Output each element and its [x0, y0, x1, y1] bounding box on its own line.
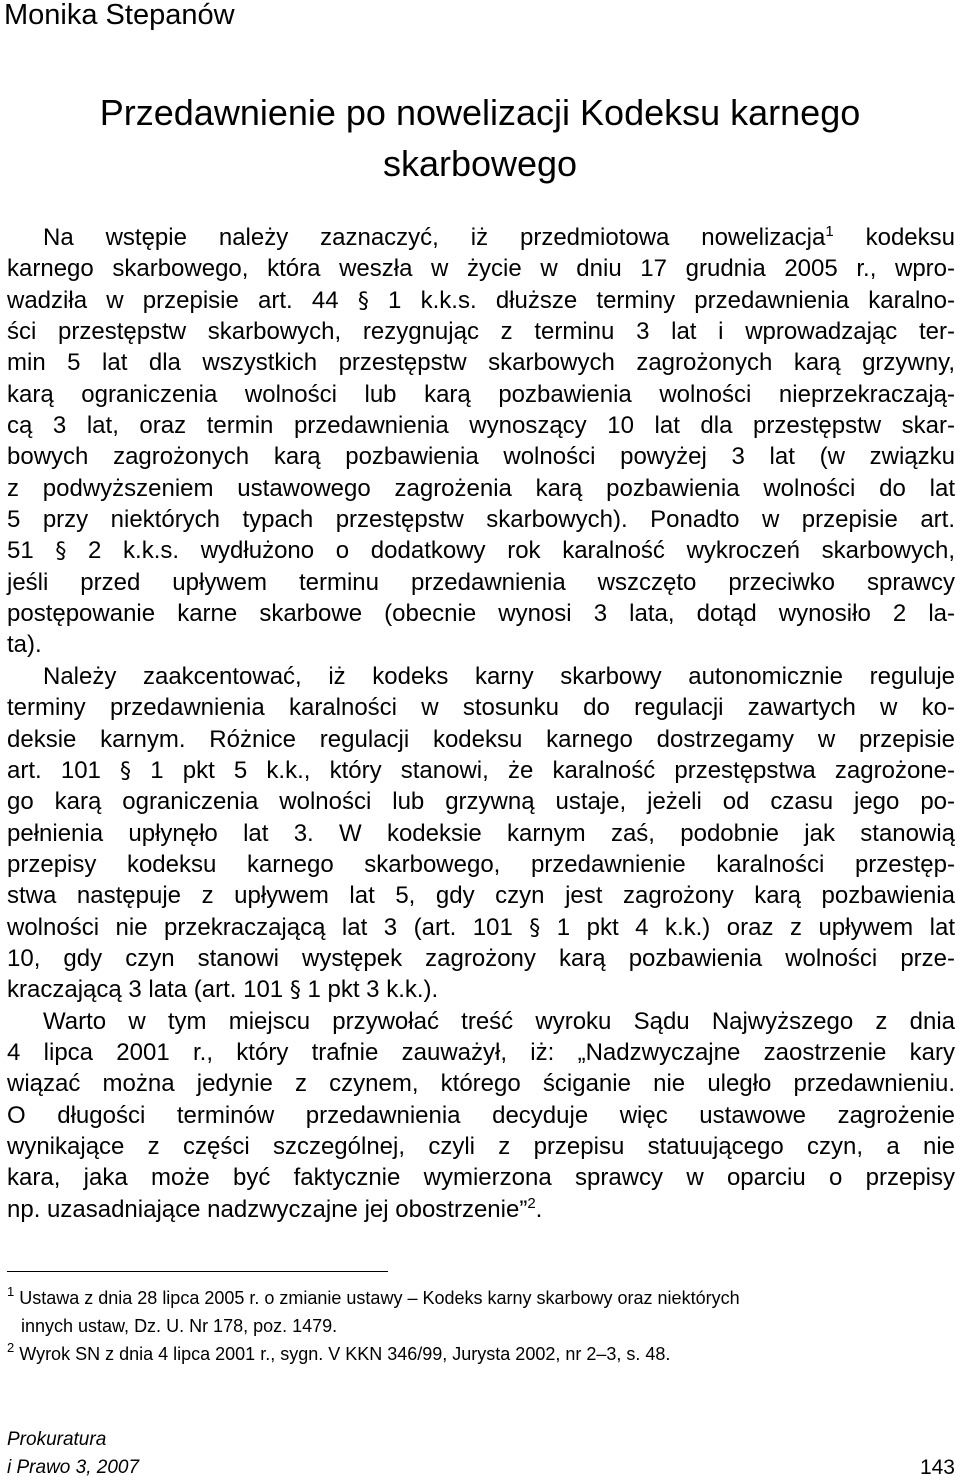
footnote-text: Wyrok SN z dnia 4 lipca 2001 r., sygn. V KKN 346/99, Jurysta 2002, nr 2–3, s. 48.	[14, 1344, 671, 1364]
article-body	[7, 222, 955, 1225]
text-line: terminy przedawnienia karalności w stosunku do regulacji zawartych w ko-	[7, 694, 955, 722]
footnote-text: innych ustaw, Dz. U. Nr 178, poz. 1479.	[21, 1316, 338, 1336]
article-title	[0, 87, 960, 189]
text-line: jeśli przed upływem terminu przedawnienia wszczęto przeciwko sprawcy	[7, 568, 955, 596]
paragraph-2	[7, 661, 955, 1006]
text-line: przepisy kodeksu karnego skarbowego, przedawnienie karalności przestęp-	[7, 850, 955, 878]
text-line: 4 lipca 2001 r., który trafnie zauważył, iż: „Nadzwyczajne zaostrzenie kary	[7, 1038, 955, 1066]
text-line: pełnienia upłynęło lat 3. W kodeksie karnym zaś, podobnie jak stanowią	[7, 819, 955, 847]
title-line-2: skarbowego	[382, 143, 578, 184]
text-line: cą 3 lat, oraz termin przedawnienia wynoszący 10 lat dla przestępstw skar-	[7, 412, 955, 440]
text-line: wynikające z części szczególnej, czyli z przepisu statuującego czyn, a nie	[7, 1132, 955, 1160]
text-line: kraczającą 3 lata (art. 101 § 1 pkt 3 k.k.).	[7, 976, 439, 1004]
text-line: ta).	[7, 631, 42, 659]
text-line: deksie karnym. Różnice regulacji kodeksu karnego dostrzegamy w przepisie	[7, 725, 955, 753]
page-number: 143	[919, 1456, 955, 1479]
footnote-mark: 1	[7, 1284, 15, 1299]
journal-issue: i Prawo 3, 2007	[7, 1457, 140, 1478]
section-sign: §	[55, 539, 67, 565]
journal-name: Prokuratura	[7, 1429, 107, 1450]
text-line: go karą ograniczenia wolności lub grzywną ustaje, jeżeli od czasu jego po-	[7, 788, 955, 816]
section-sign: §	[357, 288, 369, 314]
author-name: Monika Stepanów	[4, 0, 235, 31]
footnote-ref-1: 1	[825, 223, 834, 240]
text-line: 10, gdy czyn stanowi występek zagrożony karą pozbawienia wolności prze-	[7, 944, 955, 972]
footnote-1	[7, 1284, 955, 1340]
text-line: Warto w tym miejscu przywołać treść wyroku Sądu Najwyższego z dnia	[43, 1007, 955, 1035]
section-sign: §	[289, 978, 301, 1004]
paragraph-1	[7, 222, 955, 661]
footnote-mark: 2	[7, 1340, 15, 1355]
text-line: np. uzasadniające nadzwyczajne jej obostrzenie”$^2$.	[7, 1194, 543, 1223]
text-line: min 5 lat dla wszystkich przestępstw skarbowych zagrożonych karą grzywny,	[7, 349, 955, 377]
text-line: stwa następuje z upływem lat 5, gdy czyn jest zagrożony karą pozbawienia	[7, 882, 955, 910]
text-line: Należy zaakcentować, iż kodeks karny skarbowy autonomicznie reguluje	[43, 662, 955, 690]
text-line: kara, jaka może być faktycznie wymierzona sprawcy w oparciu o przepisy	[7, 1164, 955, 1192]
footnote-ref-2: 2	[527, 1194, 536, 1212]
text-line: 5 przy niektórych typach przestępstw skarbowych). Ponadto w przepisie art.	[7, 506, 955, 534]
text-line: karą ograniczenia wolności lub karą pozbawienia wolności nieprzekraczają-	[7, 380, 955, 408]
text-line: O długości terminów przedawnienia decyduje więc ustawowe zagrożenie	[7, 1101, 955, 1129]
section-sign: §	[120, 758, 132, 784]
footnote-2	[7, 1340, 955, 1368]
text-line: wolności nie przekraczającą lat 3 (art. 101 § 1 pkt 4 k.k.) oraz z upływem lat	[7, 913, 955, 941]
footnote-text: Ustawa z dnia 28 lipca 2005 r. o zmianie ustawy – Kodeks karny skarbowy oraz niektórych	[14, 1288, 740, 1308]
text-line: bowych zagrożonych karą pozbawienia wolności powyżej 3 lat (w związku	[7, 443, 955, 471]
text-line: wadziła w przepisie art. 44 § 1 k.k.s. dłuższe terminy przedawnienia karalno-	[7, 286, 955, 314]
journal-info	[7, 1426, 139, 1482]
text-line: Na wstępie należy zaznaczyć, iż przedmiotowa nowelizacja$^1$ kodeksu	[43, 223, 955, 251]
text-line: karnego skarbowego, która weszła w życie w dniu 17 grudnia 2005 r., wpro-	[7, 255, 955, 283]
section-sign: §	[529, 915, 541, 941]
text-line: art. 101 § 1 pkt 5 k.k., który stanowi, że karalność przestępstwa zagrożone-	[7, 756, 955, 784]
text-line: z podwyższeniem ustawowego zagrożenia karą pozbawienia wolności do lat	[7, 474, 955, 502]
text-line: 51 § 2 k.k.s. wydłużono o dodatkowy rok karalność wykroczeń skarbowych,	[7, 537, 956, 565]
text-line: ści przestępstw skarbowych, rezygnując z terminu 3 lat i wprowadzając ter-	[7, 318, 955, 346]
text-line: postępowanie karne skarbowe (obecnie wynosi 3 lata, dotąd wynosiło 2 la-	[7, 600, 955, 628]
title-line-1: Przedawnienie po nowelizacji Kodeksu karnego	[99, 92, 861, 133]
paragraph-3	[7, 1006, 955, 1225]
text-line: wiązać można jedynie z czynem, którego ściganie nie uległo przedawnieniu.	[7, 1070, 955, 1098]
footnote-separator	[7, 1271, 388, 1272]
